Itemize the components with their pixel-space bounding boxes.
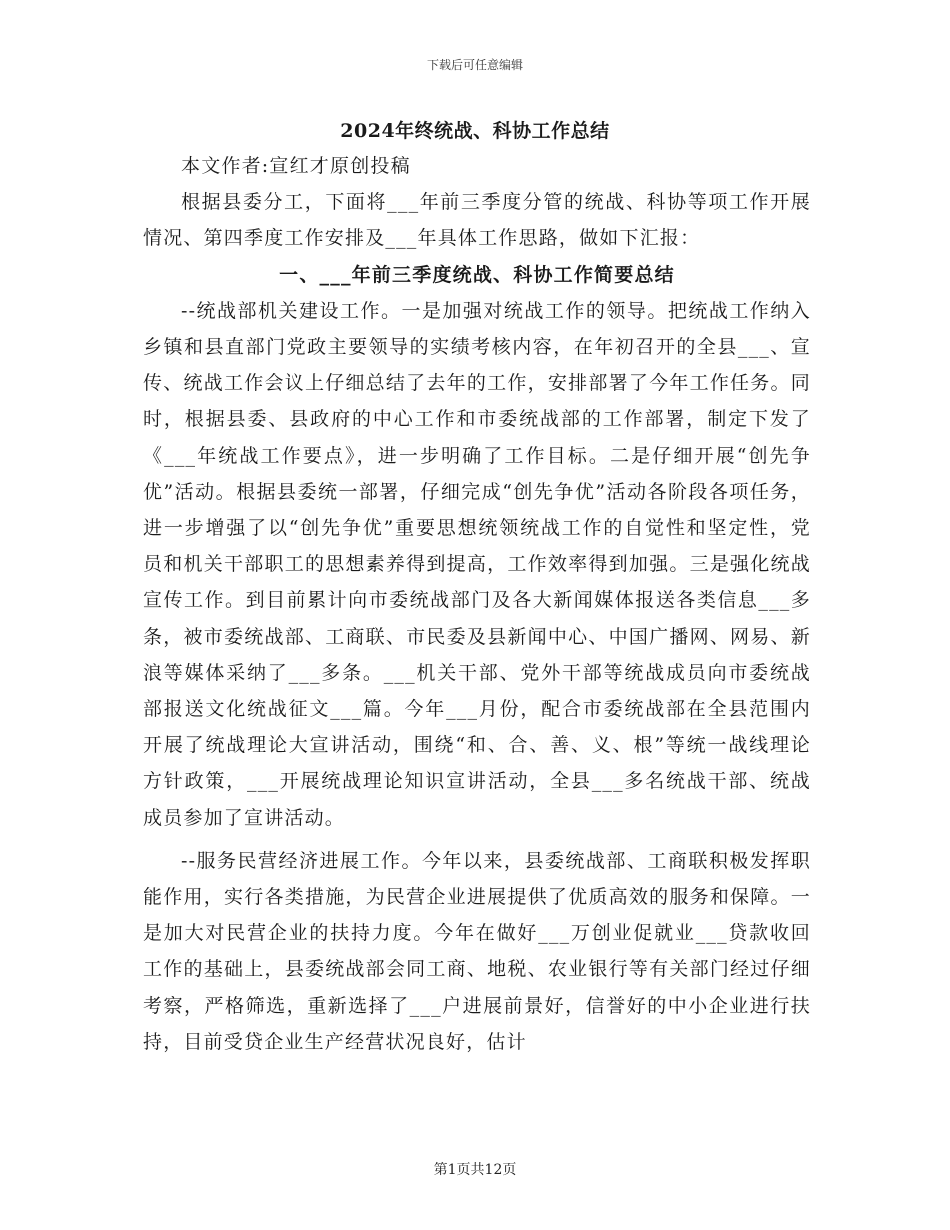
intro-paragraph: 根据县委分工，下面将___年前三季度分管的统战、科协等项工作开展情况、第四季度工作安排及___年具体工作思路，做如下汇报： xyxy=(143,191,811,250)
author-line: 本文作者:宣红才原创投稿 xyxy=(181,155,411,177)
document-title: 2024年终统战、科协工作总结 xyxy=(340,120,610,142)
body-paragraph: --服务民营经济进展工作。今年以来，县委统战部、工商联积极发挥职能作用，实行各类措施，为民营企业进展提供了优质高效的服务和保障。一是加大对民营企业的扶持力度。今年在做好___万创业促就业___贷款收回工作的基础上，县委统战部会同工商、地税、农业银行等有关部门经过仔细考察，严格筛选，重新选择了___户进展前景好，信誉好的中小企业进行扶持，目前受贷企业生产经营状况良好，估计 xyxy=(143,849,811,1053)
body-paragraph: --统战部机关建设工作。一是加强对统战工作的领导。把统战工作纳入乡镇和县直部门党政主要领导的实绩考核内容，在年初召开的全县___、宣传、统战工作会议上仔细总结了去年的工作，安排部署了今年工作任务。同时，根据县委、县政府的中心工作和市委统战部的工作部署，制定下发了《___年统战工作要点》，进一步明确了工作目标。二是仔细开展“创先争优”活动。根据县委统一部署，仔细完成“创先争优”活动各阶段各项任务，进一步增强了以“创先争优”重要思想统领统战工作的自觉性和坚定性，党员和机关干部职工的思想素养得到提高，工作效率得到加强。三是强化统战宣传工作。到目前累计向市委统战部门及各大新闻媒体报送各类信息___多条，被市委统战部、工商联、市民委及县新闻中心、中国广播网、网易、新浪等媒体采纳了___多条。___机关干部、党外干部等统战成员向市委统战部报送文化统战征文___篇。今年___月份，配合市委统战部在全县范围内开展了统战理论大宣讲活动，围绕“和、合、善、义、根”等统一战线理论方针政策，___开展统战理论知识宣讲活动，全县___多名统战干部、统战成员参加了宣讲活动。 xyxy=(143,299,811,829)
page-number-footer: 第1页共12页 xyxy=(433,1162,517,1178)
document-body xyxy=(143,148,811,1060)
header-note: 下载后可任意编辑 xyxy=(426,58,523,72)
section-heading: 一、___年前三季度统战、科协工作简要总结 xyxy=(279,263,675,286)
